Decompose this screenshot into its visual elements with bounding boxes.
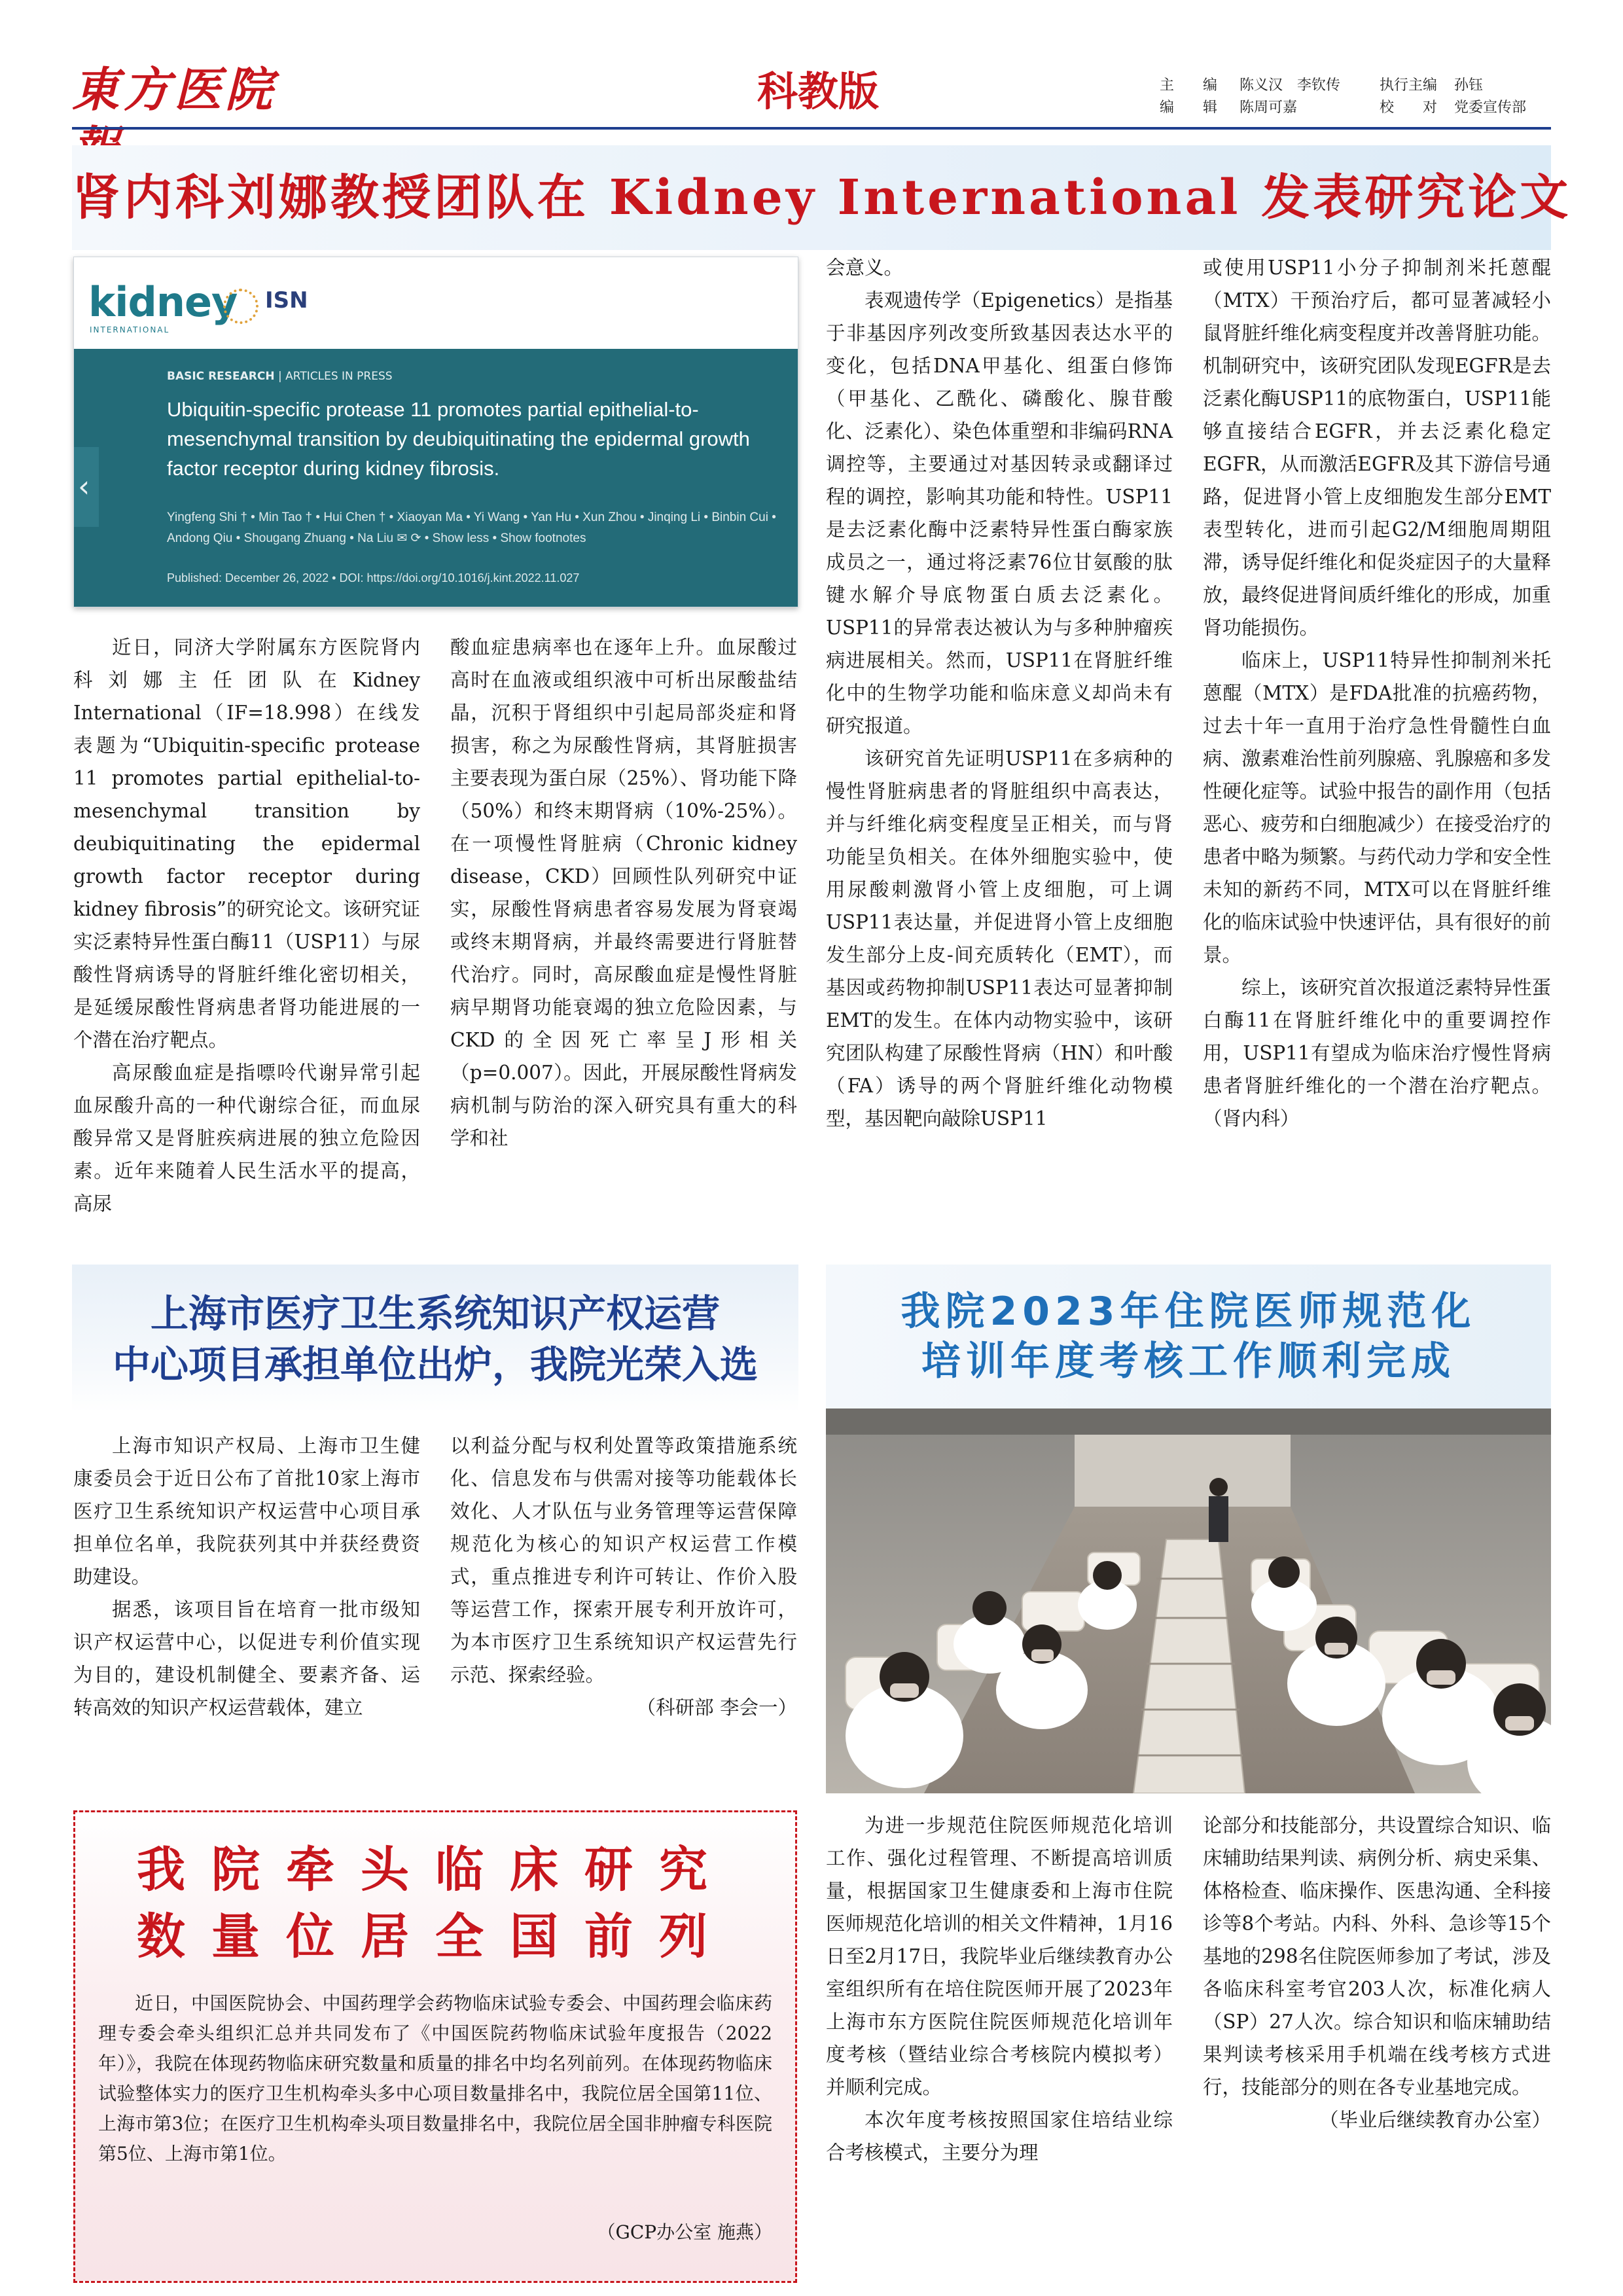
article3-signature: （毕业后继续教育办公室） bbox=[1319, 2109, 1551, 2131]
article1-title: 肾内科刘娜教授团队在 Kidney International 发表研究论文 bbox=[72, 170, 1572, 226]
article2-title-line2: 中心项目承担单位出炉，我院光荣入选 bbox=[112, 1342, 758, 1387]
paragraph: 为进一步规范住院医师规范化培训工作、强化过程管理、不断提高培训质量，根据国家卫生健康委和上海市住院医师规范化培训的相关文件精神，1月16日至2月17日，我院毕业后继续教育办公室组织所有在培住院医师开展了2023年上海市东方医院住院医师规范化培训年度考核（暨结业综合考核院内模拟考）并顺利完成。 bbox=[826, 1814, 1173, 2098]
article2-signature: （科研部 李会一） bbox=[636, 1696, 797, 1719]
article3-title-line1: 我院2023年住院医师规范化 bbox=[901, 1289, 1476, 1335]
chief-editor-label: 主 编 bbox=[1160, 77, 1218, 94]
article3-title-line2: 培训年度考核工作顺利完成 bbox=[921, 1338, 1455, 1384]
paragraph: 本次年度考核按照国家住培结业综合考核模式，主要分为理 bbox=[826, 2109, 1173, 2164]
chief-editor: 陈义汉 李钦传 bbox=[1240, 77, 1341, 94]
society-logo: ISN bbox=[265, 287, 308, 314]
paragraph: 综上，该研究首次报道泛素特异性蛋白酶11在肾脏纤维化中的重要调控作用，USP11有望成为临床治疗慢性肾病患者肾脏纤维化的一个潜在治疗靶点。（肾内科） bbox=[1203, 977, 1551, 1130]
article4-body bbox=[98, 1988, 772, 2169]
exam-hall-photo bbox=[826, 1408, 1551, 1793]
paragraph: 会意义。 bbox=[826, 257, 904, 279]
article4-signature: （GCP办公室 施燕） bbox=[597, 2221, 772, 2243]
paragraph: 近日，中国医院协会、中国药理学会药物临床试验专委会、中国药理会临床药理专委会牵头组织汇总并共同发布了《中国医院药物临床试验年度报告（2022年）》，我院在体现药物临床研究数量和质量的排名中均名列前列。在体现药物临床试验整体实力的医疗卫生机构牵头多中心项目数量排名中，我院位居全国第11位、上海市第3位；在医疗卫生机构牵头项目数量排名中，我院位居全国非肿瘤专科医院第5位、上海市第1位。 bbox=[98, 1992, 772, 2164]
masthead-rule bbox=[72, 127, 1551, 130]
article1-col4 bbox=[1203, 251, 1551, 1135]
proof-label: 校 对 bbox=[1380, 99, 1438, 116]
paragraph: 以利益分配与权利处置等政策措施系统化、信息发布与供需对接等功能载体长效化、人才队伍与业务管理等运营保障规范化为核心的知识产权运营工作模式，重点推进专利许可转让、作价入股等运营工作，探索开展专利开放许可，为本市医疗卫生系统知识产权运营先行示范、探索经验。 bbox=[450, 1435, 797, 1686]
paragraph: 近日，同济大学附属东方医院肾内科刘娜主任团队在Kidney International（IF=18.998）在线发表题为“Ubiquitin-specific protease 11 promotes partial epithelial-to-mesenchymal transition by deubiquitinating the epidermal growth factor receptor during kidney fibrosis”的研究论文。该研究证实泛素特异性蛋白酶11（USP11）与尿酸性肾病诱导的肾脏纤维化密切相关，是延缓尿酸性肾病患者肾功能进展的一个潜在治疗靶点。 bbox=[73, 636, 420, 1051]
paper-headline: Ubiquitin-specific protease 11 promotes partial epithelial-to-mesenchymal transition by deubiquitinating the epidermal growth factor receptor during kidney fibrosis. bbox=[167, 398, 750, 480]
paragraph: 表观遗传学（Epigenetics）是指基于非基因序列改变所致基因表达水平的变化，包括DNA甲基化、组蛋白修饰（甲基化、乙酰化、磷酸化、腺苷酸化、泛素化）、染色体重塑和非编码RNA调控等，主要通过对基因转录或翻译过程的调控，影响其功能和特性。USP11是去泛素化酶中泛素特异性蛋白酶家族成员之一，通过将泛素76位甘氨酸的肽键水解介导底物蛋白质去泛素化。USP11的异常表达被认为与多种肿瘤疾病进展相关。然而，USP11在肾脏纤维化中的生物学功能和临床意义却尚未有研究报道。 bbox=[826, 289, 1173, 737]
paper-published: Published: December 26, 2022 • DOI: https://doi.org/10.1016/j.kint.2022.11.027 bbox=[167, 571, 580, 584]
editor-label: 编 辑 bbox=[1160, 99, 1218, 116]
paper-authors: Yingfeng Shi † • Min Tao † • Hui Chen † • Xiaoyan Ma • Yi Wang • Yan Hu • Xun Zhou • Jinqing Li • Binbin Cui • Andong Qiu • Shougang Zhuang • Na Liu ✉ ⟳ • Show less • Show footnotes bbox=[167, 511, 776, 545]
article2-col1 bbox=[73, 1429, 420, 1724]
category-bold: BASIC RESEARCH bbox=[167, 370, 275, 383]
article2-title bbox=[72, 1288, 798, 1390]
article3-col1 bbox=[826, 1809, 1173, 2169]
paragraph: 上海市知识产权局、上海市卫生健康委员会于近日公布了首批10家上海市医疗卫生系统知识产权运营中心项目承担单位名单，我院获列其中并获经费资助建设。 bbox=[73, 1435, 420, 1588]
paragraph: 高尿酸血症是指嘌呤代谢异常引起血尿酸升高的一种代谢综合征，而血尿酸异常又是肾脏疾病进展的独立危险因素。近年来随着人民生活水平的提高，高尿 bbox=[73, 1062, 420, 1215]
article1-col2 bbox=[450, 631, 797, 1155]
article-category bbox=[167, 370, 393, 383]
article2-col2 bbox=[450, 1429, 797, 1724]
journal-logo: kidney bbox=[88, 278, 238, 326]
paragraph: 该研究首先证明USP11在多病种的慢性肾脏病患者的肾脏组织中高表达，并与纤维化病变程度呈正相关，而与肾功能呈负相关。在体外细胞实验中，使用尿酸刺激肾小管上皮细胞，可上调USP11表达量，并促进肾小管上皮细胞发生部分上皮-间充质转化（EMT），而基因或药物抑制USP11表达可显著抑制EMT的发生。在体内动物实验中，该研究团队构建了尿酸性肾病（HN）和叶酸（FA）诱导的两个肾脏纤维化动物模型，基因靶向敲除USP11 bbox=[826, 747, 1173, 1130]
category-rest: | ARTICLES IN PRESS bbox=[274, 370, 393, 383]
article3-col2 bbox=[1203, 1809, 1551, 2136]
chevron-left-icon: ‹ bbox=[78, 469, 90, 504]
article4-title bbox=[73, 1837, 797, 1970]
section-title: 科教版 bbox=[757, 67, 879, 115]
article4-title-line2: 数量位居全国前列 bbox=[137, 1909, 734, 1965]
editor: 陈周可嘉 bbox=[1240, 99, 1298, 116]
exec-editor-label: 执行主编 bbox=[1380, 77, 1438, 94]
paragraph: 据悉，该项目旨在培育一批市级知识产权运营中心，以促进专利价值实现为目的，建设机制健全、要素齐备、运转高效的知识产权运营载体，建立 bbox=[73, 1598, 420, 1719]
article2-title-line1: 上海市医疗卫生系统知识产权运营 bbox=[150, 1291, 720, 1336]
exec-editor: 孙钰 bbox=[1454, 77, 1484, 94]
newspaper-logo: 東方医院 bbox=[72, 62, 277, 117]
article1-col3 bbox=[826, 251, 1173, 1135]
paragraph: 论部分和技能部分，共设置综合知识、临床辅助结果判读、病例分析、病史采集、体格检查、临床操作、医患沟通、全科接诊等8个考站。内科、外科、急诊等15个基地的298名住院医师参加了考试，涉及各临床科室考官203人次，标准化病人（SP）27人次。综合知识和临床辅助结果判读考核采用手机端在线考核方式进行，技能部分的则在各专业基地完成。 bbox=[1203, 1814, 1551, 2098]
isn-badge-icon bbox=[223, 289, 259, 324]
article4-title-line1: 我院牵头临床研究 bbox=[137, 1842, 734, 1898]
paragraph: 酸血症患病率也在逐年上升。血尿酸过高时在血液或组织液中可析出尿酸盐结晶，沉积于肾组织中引起局部炎症和肾损害，称之为尿酸性肾病，其肾脏损害主要表现为蛋白尿（25%）、肾功能下降（50%）和终末期肾病（10%-25%）。在一项慢性肾脏病（Chronic kidney disease，CKD）回顾性队列研究中证实，尿酸性肾病患者容易发展为肾衰竭或终末期肾病，并最终需要进行肾脏替代治疗。同时，高尿酸血症是慢性肾脏病早期肾功能衰竭的独立危险因素，与CKD的全因死亡率呈J形相关（p=0.007）。因此，开展尿酸性肾病发病机制与防治的深入研究具有重大的科学和社 bbox=[450, 636, 797, 1149]
exam-hall-illustration bbox=[826, 1408, 1551, 1793]
article3-title bbox=[826, 1287, 1551, 1386]
paragraph: 或使用USP11小分子抑制剂米托蒽醌（MTX）干预治疗后，都可显著减轻小鼠肾脏纤维化病变程度并改善肾脏功能。机制研究中，该研究团队发现EGFR是去泛素化酶USP11的底物蛋白，USP11能够直接结合EGFR，并去泛素化稳定EGFR，从而激活EGFR及其下游信号通路，促进肾小管上皮细胞发生部分EMT表型转化，进而引起G2/M细胞周期阻滞，诱导促纤维化和促炎症因子的大量释放，最终促进肾间质纤维化的形成，加重肾功能损伤。 bbox=[1203, 257, 1551, 639]
journal-logo-subtitle: INTERNATIONAL bbox=[90, 325, 170, 334]
article1-col1 bbox=[73, 631, 420, 1220]
journal-screenshot bbox=[73, 257, 798, 607]
paragraph: 临床上，USP11特异性抑制剂米托蒽醌（MTX）是FDA批准的抗癌药物，过去十年一直用于治疗急性骨髓性白血病、激素难治性前列腺癌、乳腺癌和多发性硬化症等。试验中报告的副作用（包括恶心、疲劳和白细胞减少）在接受治疗的患者中略为频繁。与药代动力学和安全性未知的新药不同，MTX可以在肾脏纤维化的临床试验中快速评估，具有很好的前景。 bbox=[1203, 649, 1551, 966]
proof: 党委宣传部 bbox=[1454, 99, 1527, 116]
